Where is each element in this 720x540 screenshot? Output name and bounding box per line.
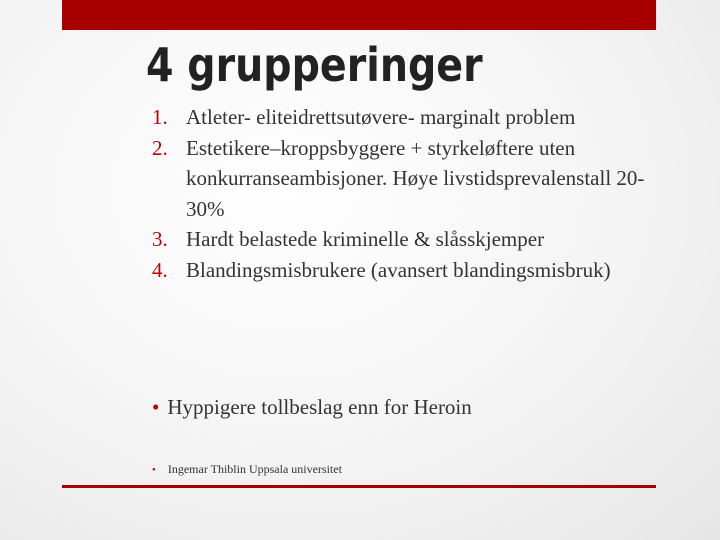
list-number: 3.: [152, 227, 168, 251]
bullet-point: [152, 395, 472, 420]
footer-credit: [152, 462, 342, 477]
list-number: 4.: [152, 257, 168, 282]
list-item-text: Hardt belastede kriminelle & slåsskjemper: [186, 227, 545, 251]
list-number: 1.: [152, 105, 168, 129]
list-number: 2.: [152, 135, 168, 160]
list-item: [152, 133, 672, 225]
list-item-text: Estetikere–kroppsbyggere + styrkeløftere uten konkurranseambisjoner. Høye livstidsprevalenstall 20-30%: [186, 135, 645, 221]
footer-text: Ingemar Thiblin Uppsala universitet: [167, 462, 342, 476]
bullet-marker: •: [152, 395, 160, 419]
numbered-list: [152, 102, 672, 285]
top-accent-bar: [62, 0, 656, 30]
list-item: [152, 102, 672, 133]
list-item-text: Atleter- eliteidrettsutøvere- marginalt problem: [186, 105, 576, 129]
footer-bullet-marker: •: [152, 464, 156, 476]
slide-title: 4 grupperinger: [146, 38, 483, 92]
list-item-text: Blandingsmisbrukere (avansert blandingsmisbruk): [186, 257, 611, 282]
bottom-accent-line: [62, 485, 656, 488]
bullet-text: Hyppigere tollbeslag enn for Heroin: [167, 395, 472, 419]
list-item: [152, 255, 672, 286]
list-item: [152, 224, 672, 255]
